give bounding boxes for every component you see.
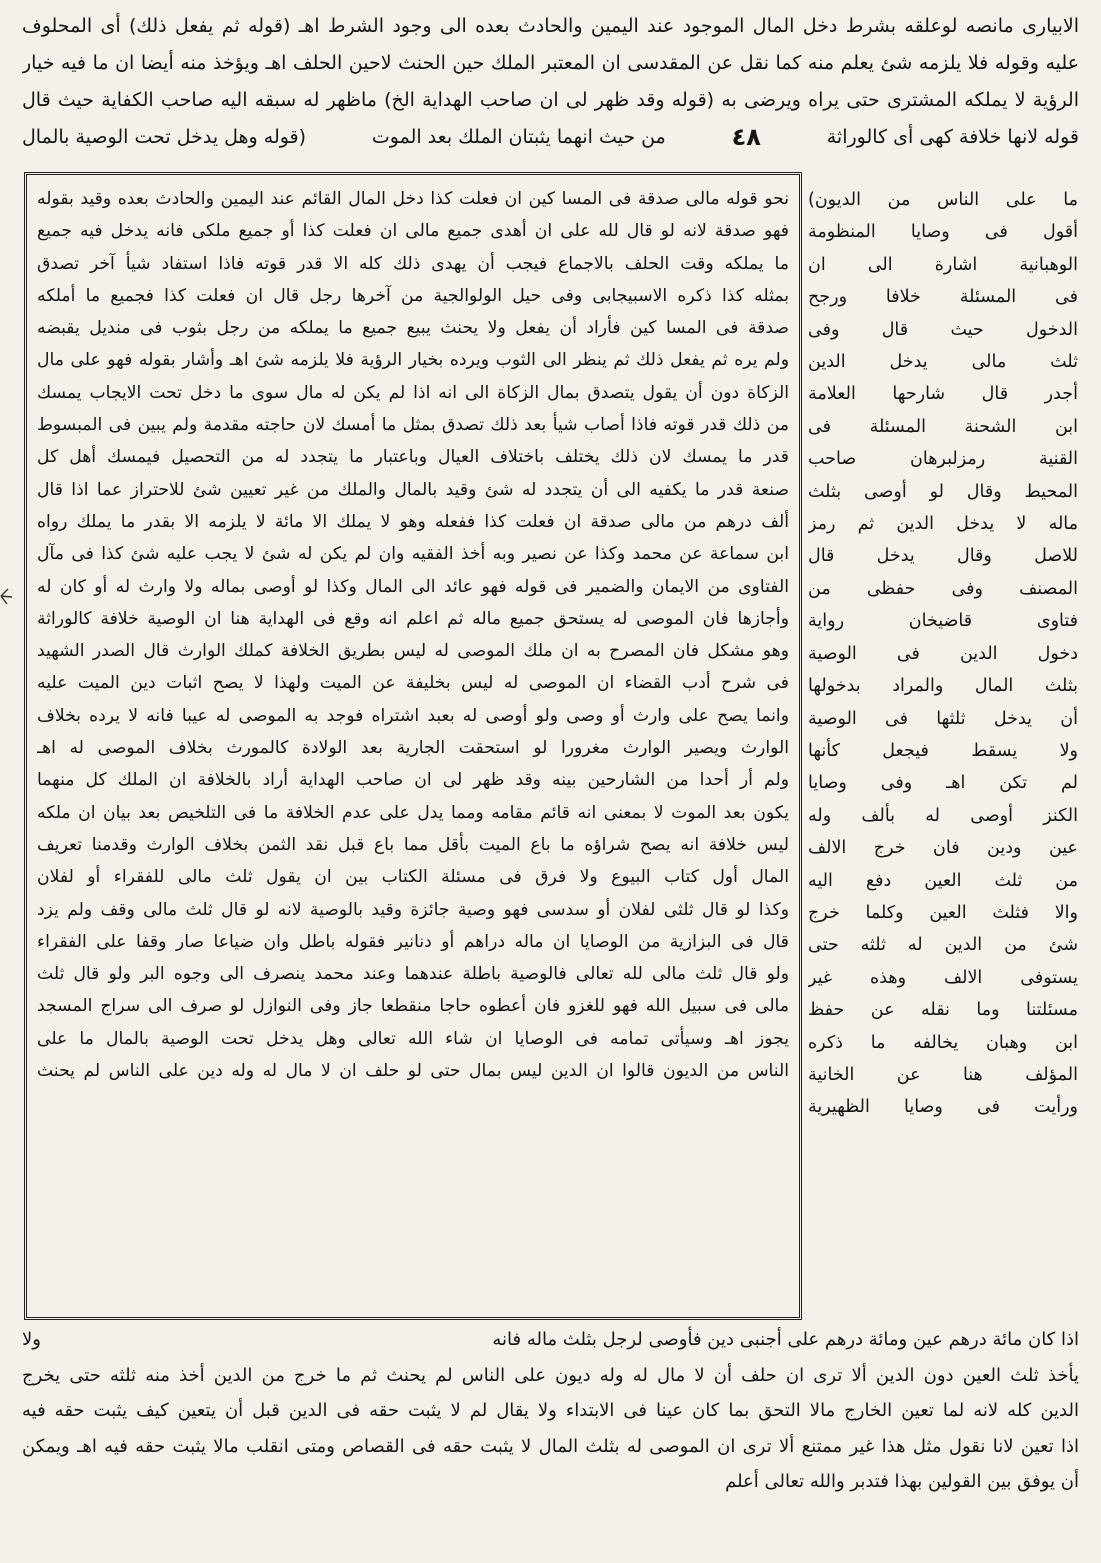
bottom-line-left: ولا: [22, 1329, 41, 1350]
side-line: مسئلتنا وما نقله عن حفظ: [808, 1000, 1078, 1021]
bottom-line: يأخذ ثلث العين دون الدين ألا ترى ان حلف أن لا مال له وله ديون على الناس لم يحنث ثم ما خرج من الدين أخذ منه ثلثه حتى يخرج: [22, 1364, 1079, 1386]
main-line: يكون بعد الموت لا بمعنى انه قائم مقامه ومما يدل على عدم الخلافة ما فى التلخيص بعد بيان ان ملكه: [37, 802, 789, 823]
side-line: أن يدخل ثلثها فى الوصية: [808, 708, 1078, 729]
main-line: فى شرح أدب القضاء ان الموصى له ليس بخليفة عن الميت ولهذا لا يصح اثبات دين الميت عليه: [37, 673, 789, 694]
top-commentary: [22, 8, 1079, 156]
main-line: قدر ما يمسك لان ذلك يختلف باختلاف العيال وباعتبار ما يتجدد له من التحصيل فيمسك أهل كل: [37, 447, 789, 468]
side-line: فتاوى قاضيخان رواية: [808, 611, 1078, 632]
main-line: الزكاة دون أن يقول يتصدق بمال الزكاة الى انه اذا لم يكن له مال سوى ما دخل تحت الايجاب يمسك: [37, 382, 789, 403]
side-line: شئ من الدين له ثلثه حتى: [808, 935, 1078, 956]
top-line: الرؤية لا يملكه المشترى حتى يراه ويرضى به (قوله وقد ظهر لى ان صاحب الهداية الخ) ماظهر له سبقه اليه صاحب الكفاية حيث قال: [22, 89, 1079, 111]
main-line: صدقة فى المسا كين فأراد أن يفعل ولا يحنث يبيع جميع ما يملكه من رجل بثوب فى منديل يقبضه: [37, 318, 789, 339]
main-line: صنعة قدر ما يكفيه الى أن يتجدد له شئ وقيد بالمال والملك من غير تعيين شئ للاحتراز عما اذا قال: [37, 479, 789, 500]
top-line: عليه وقوله فلا يلزمه شئ يعلم منه كما نقل عن المقدسى ان المعتبر الملك حين الحنث لاحين الحلف اهـ ويؤخذ منه أيضا ان ما فيه خيار: [22, 52, 1079, 74]
side-line: أقول فى وصايا المنظومة: [808, 222, 1078, 243]
top-line-middle: من حيث انهما يثبتان الملك بعد الموت: [371, 126, 666, 148]
main-text-frame: [24, 172, 802, 1320]
side-line: ابن وهبان يخالفه ما ذكره: [808, 1032, 1078, 1053]
side-line: ما على الناس من الديون): [808, 190, 1078, 210]
main-line: ولم يره ثم يفعل ذلك ثم ينظر الى الثوب ويرده بخيار الرؤية فلا يلزمه شئ اهـ وأشار بقوله فهو على مال: [37, 350, 789, 371]
main-line: قال فى البزازية من الوصايا ان ماله دراهم أو دنانير فقوله باطل وان ضياعا صار وقفا على الفقراء: [37, 931, 789, 952]
side-line: دخول الدين فى الوصية: [808, 643, 1078, 664]
main-line: وهو مشكل فان المصرح به ان ملك الموصى له ليس بطريق الخلافة كملك الوارث قال الصدر الشهيد: [37, 641, 789, 662]
scan-artifact-icon: [0, 585, 14, 607]
main-line: ابن سماعة عن محمد وكذا عن نصير وبه أخذ الفقيه وان لم يكن له شئ لا يجب عليه شئ كذا فى مآل: [37, 544, 789, 565]
main-line: ألف درهم من مالى صدقة ان فعلت كذا ففعله وهو لا يملك الا مائة لا يلزمه الا بقدر ما يملك رواه: [37, 511, 789, 532]
side-line: والا فثلث العين وكلما خرج: [808, 902, 1078, 923]
main-line: ولو قال ثلث مالى لله تعالى فالوصية باطلة عندهما وعند محمد ينصرف الى وجوه البر ولو قال ثلث: [37, 964, 789, 985]
side-line: يستوفى الالف وهذه غير: [808, 967, 1078, 988]
bottom-commentary: [22, 1322, 1079, 1500]
side-line: ورأيت فى وصايا الظهيرية: [808, 1097, 1078, 1118]
side-line: المصنف وفى حفظى من: [808, 578, 1078, 599]
bottom-line-right: اذا كان مائة درهم عين ومائة درهم على أجنبى دين فأوصى لرجل بثلث ماله فانه: [492, 1329, 1079, 1350]
bottom-line: اذا تعين لانا نقول مثل هذا غير ممتنع ألا ترى ان الموصى له بثلث المال لا يثبت حقه فى القصاص ومتى انقلب مالا يثبت حقه فيه اهـ ويمكن: [22, 1435, 1079, 1457]
bottom-line: الدين كله لانه لما تعين الخارج مالا التحق بما كان عينا فى الابتداء ولا يقال لم لا يثبت حقه فى الدين قبل أن يتعين كيف يثبت حقه فيه: [22, 1400, 1079, 1421]
main-line: المال أول كتاب البيوع ولا فرق فى مسئلة الكتاب بين ان يقول ثلث مالى للفقراء أو لفلان: [37, 867, 789, 888]
side-line: بثلث المال والمراد بدخولها: [808, 676, 1078, 697]
main-line: فهو صدقة لانه لو قال لله على ان أهدى جميع مالى ان فعلت كذا أو جميع ملكى فانه يدخل فيه جميع: [37, 221, 789, 242]
top-line: قوله لانها خلافة كهى أى كالوراثة: [826, 126, 1079, 148]
side-line: الوهبانية اشارة الى ان: [808, 254, 1078, 275]
side-line: ثلث مالى يدخل الدين: [808, 352, 1078, 373]
main-line: يجوز اهـ وسيأتى تمامه فى الوصايا ان شاء الله تعالى وهل يدخل تحت الوصية بالمال ما على: [37, 1028, 789, 1049]
side-line: ماله لا يدخل الدين ثم رمز: [808, 514, 1078, 535]
main-line: مالى فى سبيل الله فهو للغزو فان أعطوه حاجا منقطعا جاز وفى النوازل لو صرف الى سراج المسجد: [37, 996, 789, 1017]
bottom-line: أن يوفق بين القولين بهذا فتدبر والله تعالى أعلم: [725, 1471, 1079, 1492]
main-line: بمثله كذا ذكره الاسبيجابى وفى حيل الولوالجية من آخرها رجل قال ان فعلت كذا فجميع ما أملكه: [37, 285, 789, 306]
page-number: ٤٨: [731, 123, 761, 151]
side-line: ابن الشحنة المسئلة فى: [808, 416, 1078, 437]
side-line: من ثلث العين دفع اليه: [808, 870, 1078, 891]
main-line: ولم أر أحدا من الشارحين بينه وقد ظهر لى ان صاحب الهداية أراد بالخلافة ان الملك كل منهما: [37, 770, 789, 791]
side-line: فى المسئلة خلافا ورجح: [808, 287, 1078, 308]
side-line: لم تكن اهـ وفى وصايا: [808, 773, 1078, 794]
main-line: وانما يصح على وارث أو وصى ولو أوصى له بعبد اشتراه فوجد به الموصى له عيبا فانه لا يرده بخلاف: [37, 705, 789, 726]
main-line: من ذلك قدر قوته فاذا أصاب شيأ بعد ذلك تصدق بمثل ما أمسك لان حاجته مقدمة ولم يبين فى المبسوط: [37, 415, 789, 436]
side-line: القنية رمزلبرهان صاحب: [808, 449, 1078, 470]
side-line: عين ودين فان خرج الالف: [808, 838, 1078, 859]
main-line: الناس من الديون قالوا ان الدين ليس بمال حتى لو حلف ان لا مال له وله دين على الناس لم يحنث: [37, 1061, 789, 1082]
main-line: الوارث ويصير الوارث مغرورا لو استحقت الجارية بعد الولادة كالمورث بخلاف الموصى له اهـ: [37, 738, 789, 759]
bottom-line-first: [22, 1322, 1079, 1358]
side-line: ولا يسقط فيجعل كأنها: [808, 740, 1078, 761]
top-line: الابيارى مانصه لوعلقه بشرط دخل المال الموجود عند اليمين والحادث بعده الى وجود الشرط اهـ (قوله ثم يفعل ذلك) أى المحلوف: [22, 15, 1079, 37]
main-line: وكذا لو قال ثلثى لفلان أو سدسى فهو وصية جائزة وقيد بالوصية لانه لو قال ثلث مالى وقف ولم يزد: [37, 899, 789, 920]
side-line: المحيط وقال لو أوصى بثلث: [808, 481, 1078, 502]
side-line: الكنز أوصى له بألف وله: [808, 805, 1078, 826]
main-line: الفتاوى من الايمان والضمير فى قوله فهو عائد الى المال وكذا لو أوصى بماله ولا وارث له أو كان له: [37, 576, 789, 597]
main-line: ما يملكه وقت الحلف بالاجماع فيجب أن يهدى ذلك كله الا قدر قوته فاذا استفاد شيأ آخر تصدق: [37, 253, 789, 274]
top-line-heading: (قوله وهل يدخل تحت الوصية بالمال: [22, 126, 307, 148]
main-line: وأجازها فان الموصى له يستحق جميع ماله ثم اعلم انه وقع فى الهداية هنا ان الوصية خلافة كالوراثة: [37, 608, 789, 629]
side-line: المؤلف هنا عن الخانية: [808, 1064, 1078, 1085]
side-line: أجدر قال شارحها العلامة: [808, 384, 1078, 405]
top-line-with-page-number: [22, 119, 1079, 156]
side-line: الدخول حيث قال وفى: [808, 319, 1078, 340]
side-commentary: [808, 184, 1078, 1124]
side-line: للاصل وقال يدخل قال: [808, 546, 1078, 567]
main-line: ليس خلافة انه يصح شراؤه ما باع الميت بأقل مما باع قبل نقد الثمن بخلاف الوارث وقدمنا تعريف: [37, 834, 789, 855]
main-line: نحو قوله مالى صدقة فى المسا كين ان فعلت كذا دخل المال القائم عند اليمين والحادث بعده وقيد بقوله: [37, 189, 789, 209]
